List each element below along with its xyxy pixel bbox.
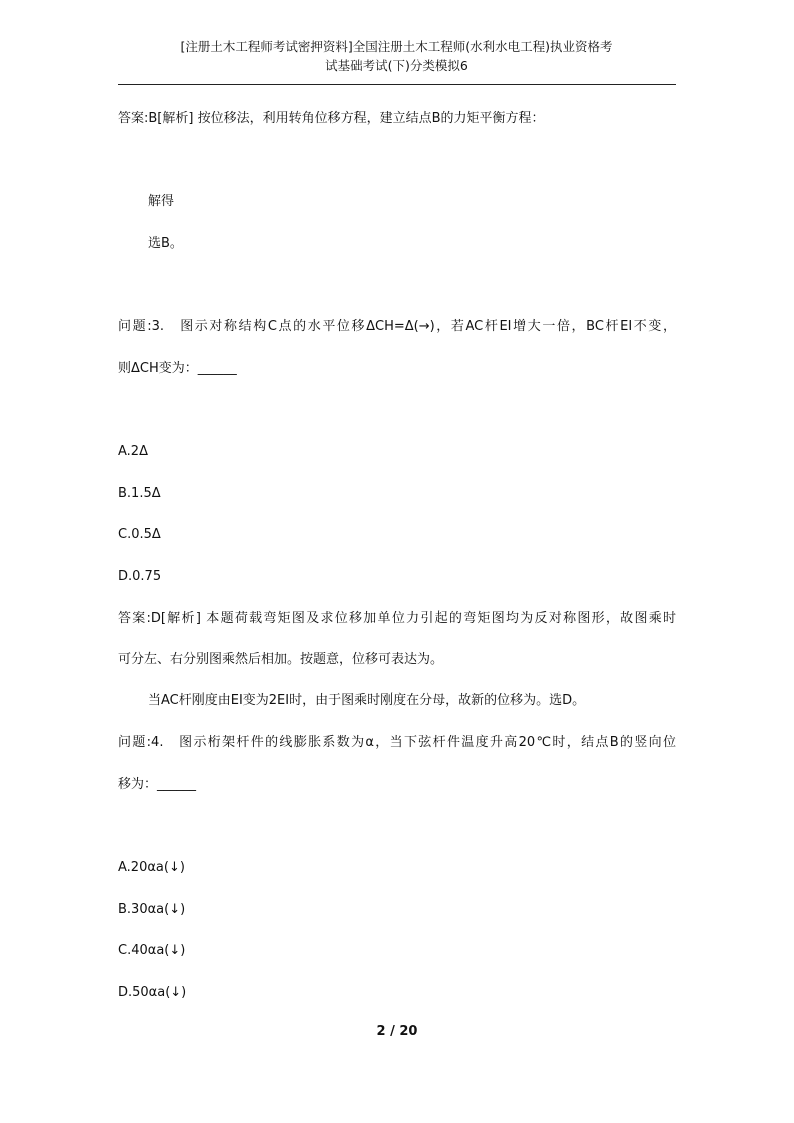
header-divider [118, 84, 676, 85]
header-title-line1: [注册土木工程师考试密押资料]全国注册土木工程师(水利水电工程)执业资格考 [180, 39, 613, 54]
answer-3-conclusion: 当AC杆刚度由EI变为2EI时，由于图乘时刚度在分母，故新的位移为。选D。 [148, 693, 586, 708]
question-4-option-a: A.20αa(↓) [118, 860, 185, 875]
question-4-option-c: C.40αa(↓) [118, 943, 186, 958]
question-4-option-b: B.30αa(↓) [118, 902, 186, 917]
solution-label: 解得 [148, 194, 175, 209]
answer-3-text-cont: 可分左、右分别图乘然后相加。按题意，位移可表达为。 [118, 652, 444, 667]
header-title-line2: 试基础考试(下)分类模拟6 [325, 58, 468, 73]
question-4-text: 问题:4. 图示桁架杆件的线膨胀系数为α，当下弦杆件温度升高20℃时，结点B的竖向位 [118, 735, 676, 750]
question-3-option-c: C.0.5Δ [118, 527, 161, 542]
question-4-text-cont: 移为：______ [118, 777, 197, 792]
answer-2: 答案:B[解析] 按位移法，利用转角位移方程，建立结点B的力矩平衡方程： [118, 111, 545, 126]
question-3-option-b: B.1.5Δ [118, 486, 161, 501]
question-3-text: 问题:3. 图示对称结构C点的水平位移ΔCH=Δ(→)，若AC杆EI增大一倍，BC杆EI不变， [118, 319, 676, 334]
question-3-option-a: A.2Δ [118, 444, 148, 459]
question-3-option-d: D.0.75 [118, 569, 162, 584]
question-4-option-d: D.50αa(↓) [118, 985, 187, 1000]
page-number: 2 / 20 [376, 1024, 418, 1039]
question-3-text-cont: 则ΔCH变为：______ [118, 361, 237, 376]
page-header [118, 37, 675, 75]
answer-choice-b: 选B。 [148, 236, 183, 251]
answer-3-text: 答案:D[解析] 本题荷载弯矩图及求位移加单位力引起的弯矩图均为反对称图形，故图乘时 [118, 611, 676, 626]
